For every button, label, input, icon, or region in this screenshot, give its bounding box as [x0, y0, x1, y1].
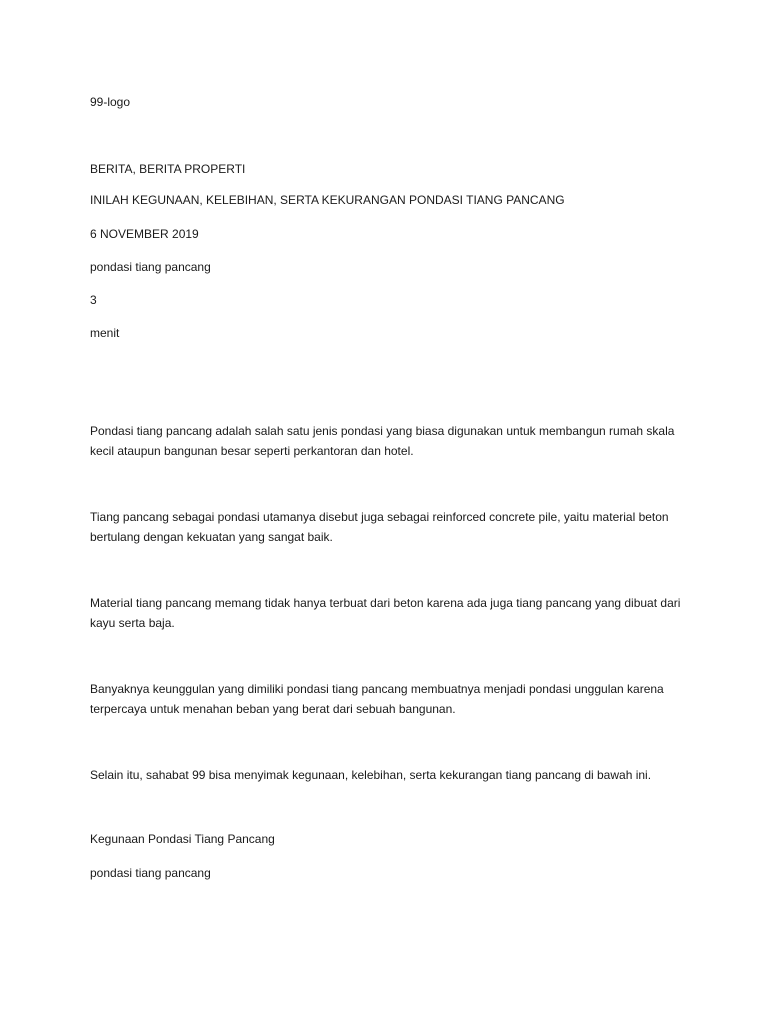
section-image-caption: pondasi tiang pancang — [90, 866, 211, 880]
paragraph: Banyaknya keunggulan yang dimiliki pondasi tiang pancang membuatnya menjadi pondasi unggulan karena terpercaya untuk menahan beban yang berat dari sebuah bangunan. — [90, 682, 664, 716]
paragraph: Pondasi tiang pancang adalah salah satu jenis pondasi yang biasa digunakan untuk membangun rumah skala kecil ataupun bangunan besar seperti perkantoran dan hotel. — [90, 424, 675, 458]
image-caption: pondasi tiang pancang — [90, 260, 211, 274]
read-time-number: 3 — [90, 293, 97, 307]
paragraph: Tiang pancang sebagai pondasi utamanya disebut juga sebagai reinforced concrete pile, yaitu material beton bertulang dengan kekuatan yang sangat baik. — [90, 510, 669, 544]
paragraph: Material tiang pancang memang tidak hanya terbuat dari beton karena ada juga tiang pancang yang dibuat dari kayu serta baja. — [90, 596, 681, 630]
publish-date: 6 NOVEMBER 2019 — [90, 227, 199, 241]
paragraph: Selain itu, sahabat 99 bisa menyimak kegunaan, kelebihan, serta kekurangan tiang pancang di bawah ini. — [90, 768, 652, 782]
category-label: BERITA, BERITA PROPERTI — [90, 162, 246, 176]
section-heading: Kegunaan Pondasi Tiang Pancang — [90, 832, 275, 846]
article-title: INILAH KEGUNAAN, KELEBIHAN, SERTA KEKURANGAN PONDASI TIANG PANCANG — [90, 193, 565, 207]
logo-text: 99-logo — [90, 95, 131, 109]
read-time-unit: menit — [90, 326, 120, 340]
